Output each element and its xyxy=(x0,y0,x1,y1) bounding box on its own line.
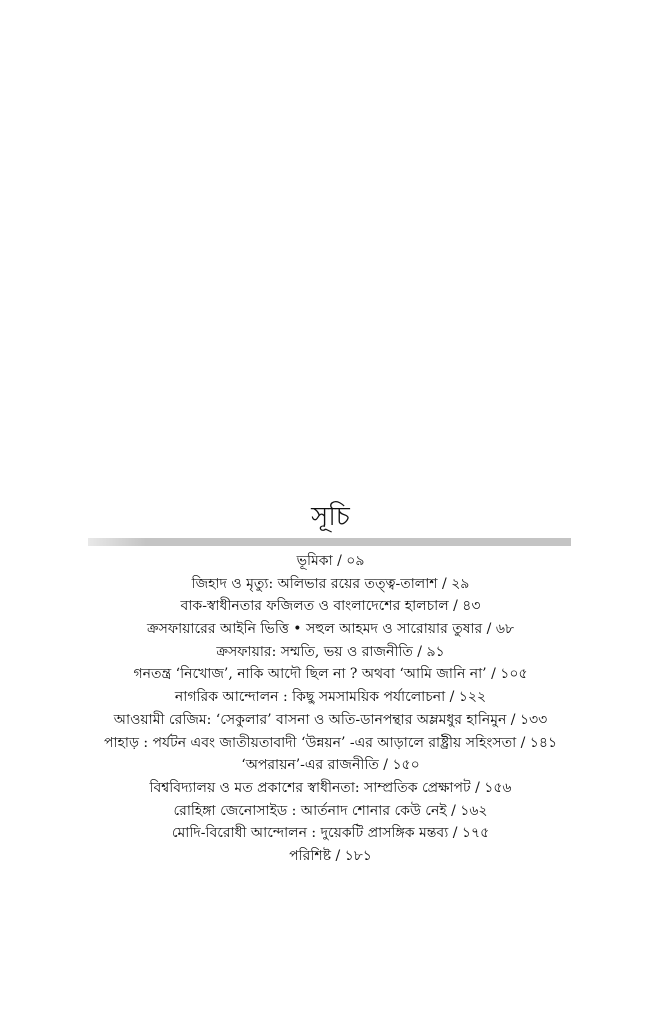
toc-entry: পাহাড় : পর্যটন এবং জাতীয়তাবাদী ‘উন্নয়ন’ -এর আড়ালে রাষ্ট্রীয় সহিংসতা / ১৪১ xyxy=(103,734,558,751)
toc-entry: জিহাদ ও মৃত্যু: অলিভার রয়ের তত্ত্ব-তালাশ / ২৯ xyxy=(191,575,470,592)
toc-entry: ভূমিকা / ০৯ xyxy=(296,553,365,569)
toc-entry: মোদি-বিরোধী আন্দোলন : দুয়েকটি প্রাসঙ্গিক মন্তব্য / ১৭৫ xyxy=(171,825,490,842)
table-of-contents xyxy=(30,550,631,868)
toc-entry: আওয়ামী রেজিম: ‘সেকুলার’ বাসনা ও অতি-ডানপন্থার অম্লমধুর হানিমুন / ১৩৩ xyxy=(113,711,548,728)
toc-entry: ক্রসফায়ার: সম্মতি, ভয় ও রাজনীতি / ৯১ xyxy=(216,643,445,660)
toc-entry: রোহিঙ্গা জেনোসাইড : আর্তনাদ শোনার কেউ নেই / ১৬২ xyxy=(173,802,488,819)
title-underline xyxy=(88,538,571,546)
toc-entry: ক্রসফায়ারের আইনি ভিত্তি • সহুল আহমদ ও সারোয়ার তুষার / ৬৮ xyxy=(146,621,515,638)
toc-entry: বিশ্ববিদ্যালয় ও মত প্রকাশের স্বাধীনতা: সাম্প্রতিক প্রেক্ষাপট / ১৫৬ xyxy=(149,779,512,796)
page-title: সূচি xyxy=(311,502,350,532)
toc-entry: পরিশিষ্ট / ১৮১ xyxy=(289,847,372,864)
toc-entry: বাক-স্বাধীনতার ফজিলত ও বাংলাদেশের হালচাল / ৪৩ xyxy=(180,598,481,615)
toc-entry: নাগরিক আন্দোলন : কিছু সমসাময়িক পর্যালোচনা / ১২২ xyxy=(174,689,487,706)
toc-entry: ‘অপরায়ন’-এর রাজনীতি / ১৫০ xyxy=(241,757,420,774)
toc-entry: গনতন্ত্র ‘নিখোজ’, নাকি আদৌ ছিল না ? অথবা ‘আমি জানি না’ / ১০৫ xyxy=(133,666,528,683)
